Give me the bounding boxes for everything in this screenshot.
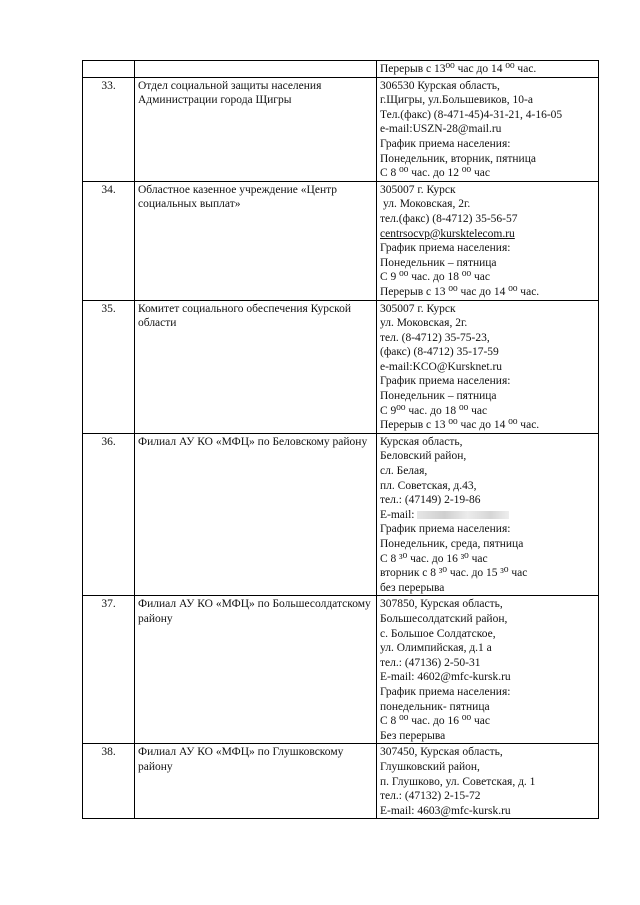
row-number: 36. xyxy=(83,433,135,596)
fax-line: (факс) (8-4712) 35-17-59 xyxy=(380,346,499,359)
row-number: 35. xyxy=(83,300,135,433)
table-row xyxy=(83,77,599,181)
address-line: ул. Моковская, 2г. xyxy=(383,198,471,211)
address-line: Курская область, xyxy=(380,435,463,448)
row-number: 34. xyxy=(83,181,135,300)
row-number: 38. xyxy=(83,744,135,819)
email-label: E-mail: xyxy=(380,508,415,521)
schedule-days: Понедельник, вторник, пятница xyxy=(380,152,536,165)
table-row xyxy=(83,300,599,433)
address-line: г.Щигры, ул.Большевиков, 10-а xyxy=(380,94,533,107)
phone-line: тел.(факс) (8-4712) 35-56-57 xyxy=(380,212,518,225)
contact-info-cell xyxy=(377,596,599,744)
email-line xyxy=(380,508,595,523)
organization-name: Отдел социальной защиты населения Администрации города Щигры xyxy=(135,77,377,181)
address-line: 307850, Курская область, xyxy=(380,598,503,611)
schedule-hours: С 9 ⁰⁰ час. до 18 ⁰⁰ час xyxy=(380,271,490,284)
schedule-days: Понедельник – пятница xyxy=(380,256,497,269)
email-line: E-mail: 4602@mfc-kursk.ru xyxy=(380,671,511,684)
schedule-heading: График приема населения: xyxy=(380,137,511,150)
address-line: с. Большое Солдатское, xyxy=(380,627,496,640)
phone-line: тел.: (47132) 2-15-72 xyxy=(380,790,481,803)
schedule-break: Перерыв с 13 ⁰⁰ час до 14 ⁰⁰ час. xyxy=(380,285,540,298)
schedule-heading: График приема населения: xyxy=(380,375,511,388)
address-line: ул. Олимпийская, д.1 а xyxy=(380,642,492,655)
schedule-hours-tuesday: вторник с 8 ³⁰ час. до 15 ³⁰ час xyxy=(380,567,528,580)
row-number: 37. xyxy=(83,596,135,744)
schedule-break: Перерыв с 13 ⁰⁰ час до 14 ⁰⁰ час. xyxy=(380,419,540,432)
address-line: Беловский район, xyxy=(380,450,467,463)
contact-info-cell xyxy=(377,433,599,596)
email-link[interactable]: centrsocvp@kursktelecom.ru xyxy=(380,227,515,240)
organization-name: Филиал АУ КО «МФЦ» по Большесолдатскому району xyxy=(135,596,377,744)
email-line: e-mail:USZN-28@mail.ru xyxy=(380,123,502,136)
table-row xyxy=(83,433,599,596)
address-line: 305007 г. Курск xyxy=(380,302,456,315)
schedule-hours: С 8 ⁰⁰ час. до 12 ⁰⁰ час xyxy=(380,167,490,180)
address-line: Глушковский район, xyxy=(380,760,480,773)
phone-line: Тел.(факс) (8-471-45)4-31-21, 4-16-05 xyxy=(380,108,563,121)
contact-info-cell xyxy=(377,77,599,181)
schedule-hours: С 9⁰⁰ час. до 18 ⁰⁰ час xyxy=(380,404,488,417)
organization-name: Комитет социального обеспечения Курской области xyxy=(135,300,377,433)
contact-info-cell xyxy=(377,744,599,819)
schedule-break: без перерыва xyxy=(380,581,445,594)
row-number: 33. xyxy=(83,77,135,181)
organization-name: Филиал АУ КО «МФЦ» по Глушковскому району xyxy=(135,744,377,819)
organization-name: Филиал АУ КО «МФЦ» по Беловскому району xyxy=(135,433,377,596)
schedule-days: Понедельник – пятница xyxy=(380,390,497,403)
address-line: пл. Советская, д.43, xyxy=(380,479,477,492)
email-line: e-mail:KCO@Kursknet.ru xyxy=(380,360,503,373)
contact-info-cell xyxy=(377,61,599,78)
address-line: ул. Моковская, 2г. xyxy=(380,317,468,330)
schedule-hours: С 8 ³⁰ час. до 16 ³⁰ час xyxy=(380,552,488,565)
services-table xyxy=(82,60,599,819)
table-row xyxy=(83,744,599,819)
organization-name-cell xyxy=(135,61,377,78)
redacted-email xyxy=(417,511,509,519)
organization-name: Областное казенное учреждение «Центр социальных выплат» xyxy=(135,181,377,300)
schedule-break-line: Перерыв с 13⁰⁰ час до 14 ⁰⁰ час. xyxy=(380,63,537,75)
schedule-heading: График приема населения: xyxy=(380,523,511,536)
address-line: 305007 г. Курск xyxy=(380,183,456,196)
address-line: Большесолдатский район, xyxy=(380,612,508,625)
contact-info-cell xyxy=(377,300,599,433)
table-row-continuation xyxy=(83,61,599,78)
address-line: п. Глушково, ул. Советская, д. 1 xyxy=(380,775,536,788)
phone-line: тел.: (47149) 2-19-86 xyxy=(380,494,481,507)
contact-info-cell xyxy=(377,181,599,300)
table-row xyxy=(83,181,599,300)
address-line: 307450, Курская область, xyxy=(380,746,503,759)
address-line: 306530 Курская область, xyxy=(380,79,500,92)
email-line: E-mail: 4603@mfc-kursk.ru xyxy=(380,804,511,817)
row-number-cell xyxy=(83,61,135,78)
schedule-hours: С 8 ⁰⁰ час. до 16 ⁰⁰ час xyxy=(380,715,490,728)
schedule-days: Понедельник, среда, пятница xyxy=(380,538,524,550)
address-line: сл. Белая, xyxy=(380,465,428,478)
phone-line: тел.: (47136) 2-50-31 xyxy=(380,656,481,669)
schedule-days: понедельник- пятница xyxy=(380,700,490,713)
phone-line: тел. (8-4712) 35-75-23, xyxy=(380,331,490,344)
table-row xyxy=(83,596,599,744)
schedule-heading: График приема населения: xyxy=(380,685,511,698)
schedule-heading: График приема населения: xyxy=(380,242,511,255)
schedule-break: Без перерыва xyxy=(380,729,446,742)
